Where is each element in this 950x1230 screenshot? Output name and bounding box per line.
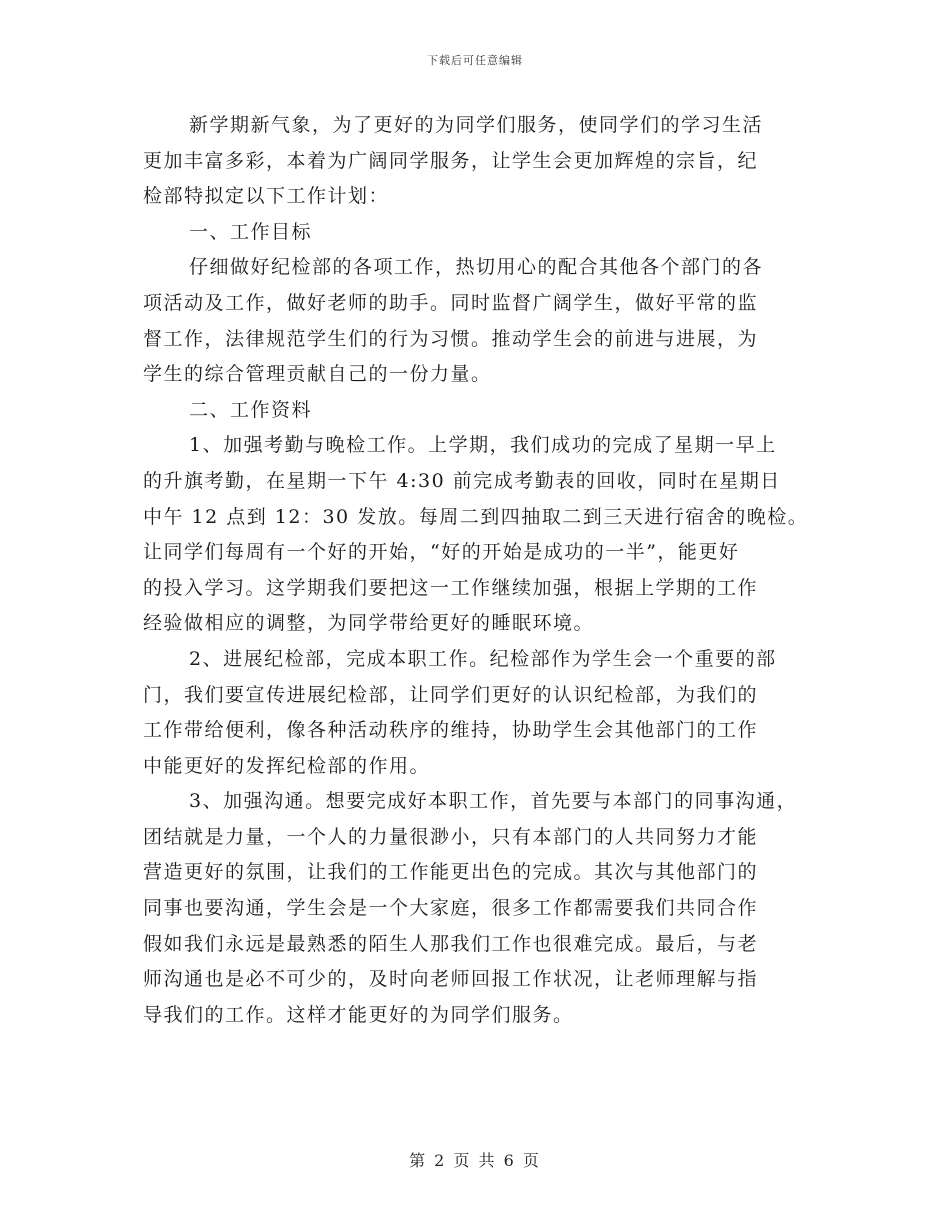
text-line: 门，我们要宣传进展纪检部，让同学们更好的认识纪检部，为我们的 bbox=[143, 683, 759, 706]
paragraph-item-3 bbox=[143, 784, 823, 1033]
text-line: 导我们的工作。这样才能更好的为同学们服务。 bbox=[143, 1003, 574, 1026]
text-line: 师沟通也是必不可少的，及时向老师回报工作状况，让老师理解与指 bbox=[143, 968, 759, 991]
paragraph-item-1 bbox=[143, 428, 823, 642]
text-line: 2、进展纪检部，完成本职工作。纪检部作为学生会一个重要的部 bbox=[189, 647, 777, 670]
paragraph-goals bbox=[143, 250, 823, 392]
text-line: 的投入学习。这学期我们要把这一工作继续加强，根据上学期的工作 bbox=[143, 576, 759, 599]
text-line: 检部特拟定以下工作计划： bbox=[143, 185, 390, 208]
text-line: 营造更好的氛围，让我们的工作能更出色的完成。其次与其他部门的 bbox=[143, 861, 759, 884]
text-line: 的升旗考勤，在星期一下午 4:30 前完成考勤表的回收，同时在星期日 bbox=[143, 469, 781, 492]
paragraph-intro bbox=[143, 108, 823, 215]
document-body bbox=[143, 108, 823, 1033]
text-line: 团结就是力量，一个人的力量很渺小，只有本部门的人共同努力才能 bbox=[143, 825, 759, 848]
text-line: 中午 12 点到 12：30 发放。每周二到四抽取二到三天进行宿舍的晚检。 bbox=[143, 505, 809, 528]
text-line: 更加丰富多彩，本着为广阔同学服务，让学生会更加辉煌的宗旨，纪 bbox=[143, 149, 759, 172]
text-line: 学生的综合管理贡献自己的一份力量。 bbox=[143, 363, 492, 386]
text-line: 假如我们永远是最熟悉的陌生人那我们工作也很难完成。最后，与老 bbox=[143, 932, 759, 955]
text-line: 让同学们每周有一个好的开始，“好的开始是成功的一半”，能更好 bbox=[143, 541, 740, 564]
heading-line: 一、工作目标 bbox=[189, 220, 313, 243]
text-line: 经验做相应的调整，为同学带给更好的睡眠环境。 bbox=[143, 612, 595, 635]
page-number-footer: 第 2 页 共 6 页 bbox=[409, 1151, 541, 1170]
text-line: 仔细做好纪检部的各项工作，热切用心的配合其他各个部门的各 bbox=[189, 256, 764, 279]
page-header: 下载后可任意编辑 bbox=[427, 54, 523, 67]
text-line: 同事也要沟通，学生会是一个大家庭，很多工作都需要我们共同合作 bbox=[143, 897, 759, 920]
text-line: 中能更好的发挥纪检部的作用。 bbox=[143, 754, 431, 777]
section-heading-goals bbox=[143, 215, 823, 251]
paragraph-item-2 bbox=[143, 642, 823, 784]
text-line: 工作带给便利，像各种活动秩序的维持，协助学生会其他部门的工作 bbox=[143, 719, 759, 742]
text-line: 项活动及工作，做好老师的助手。同时监督广阔学生，做好平常的监 bbox=[143, 291, 759, 314]
text-line: 3、加强沟通。想要完成好本职工作，首先要与本部门的同事沟通， bbox=[189, 790, 798, 813]
heading-line: 二、工作资料 bbox=[189, 398, 313, 421]
text-line: 督工作，法律规范学生们的行为习惯。推动学生会的前进与进展，为 bbox=[143, 327, 759, 350]
text-line: 新学期新气象，为了更好的为同学们服务，使同学们的学习生活 bbox=[189, 114, 764, 136]
text-line: 1、加强考勤与晚检工作。上学期，我们成功的完成了星期一早上 bbox=[189, 434, 777, 457]
section-heading-content bbox=[143, 393, 823, 429]
